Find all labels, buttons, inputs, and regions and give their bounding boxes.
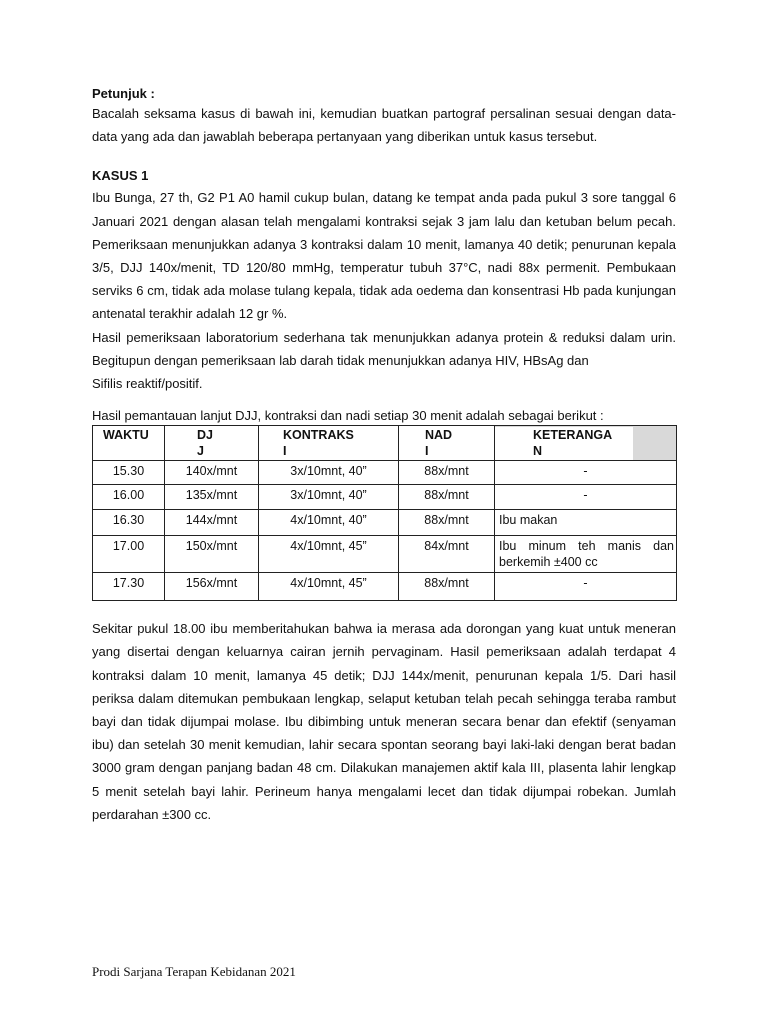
document-page [92,85,676,826]
petunjuk-heading: Petunjuk : [92,86,155,101]
cell-kontraksi: 4x/10mnt, 45” [290,576,367,591]
page-footer: Prodi Sarjana Terapan Kebidanan 2021 [92,964,296,979]
cell-waktu: 16.30 [112,513,145,528]
header-djj: DJ J [165,426,259,461]
table-intro: Hasil pemantauan lanjut DJJ, kontraksi dan nadi setiap 30 menit adalah sebagai berikut : [92,408,604,424]
cell-nadi: 88x/mnt [424,464,469,479]
kasus-paragraph-3: Sekitar pukul 18.00 ibu memberitahukan bahwa ia merasa ada dorongan yang kuat untuk meneran yang disertai dengan keluarnya cairan jernih pervaginam. Hasil pemeriksaan adalah terdapat 4 kontraksi dalam 10 menit, lamanya 45 detik; DJJ 144x/menit, penurunan kepala 1/5. Dari hasil periksa dalam ditemukan pembukaan lengkap, selaput ketuban telah pecah sehingga teraba rambut bayi dan tidak dijumpai molase. Ibu dibimbing untuk meneran secara benar dan efektif (senyaman ibu) dan setelah 30 menit kemudian, lahir secara spontan seorang bayi laki-laki dengan berat badan 3000 gram dengan panjang badan 48 cm. Dilakukan manajemen aktif kala III, plasenta lahir lengkap 5 menit setelah bayi lahir. Perineum hanya mengalami lecet dan tidak dijumpai robekan. Jumlah perdarahan ±300 cc. [92,621,676,822]
cell-djj: 144x/mnt [185,513,238,528]
cell-djj: 140x/mnt [185,464,238,479]
header-kontraksi: KONTRAKS I [259,426,399,461]
table-row [93,485,677,510]
cell-waktu: 17.30 [112,576,145,591]
cell-waktu: 15.30 [112,464,145,479]
cell-nadi: 88x/mnt [424,513,469,528]
monitoring-table [92,425,677,601]
kasus-paragraph-1: Ibu Bunga, 27 th, G2 P1 A0 hamil cukup bulan, datang ke tempat anda pada pukul 3 sore tanggal 6 Januari 2021 dengan alasan telah mengalami kontraksi sejak 3 jam lalu dan ketuban belum pecah. Pemeriksaan menunjukkan adanya 3 kontraksi dalam 10 menit, lamanya 40 detik; penurunan kepala 3/5, DJJ 140x/menit, TD 120/80 mmHg, temperatur tubuh 37°C, nadi 88x permenit. Pembukaan serviks 6 cm, tidak ada molase tulang kepala, tidak ada oedema dan konsentrasi Hb pada kunjungan antenatal terakhir adalah 12 gr %. [92,190,676,322]
header-keterangan: KETERANGA N [495,426,677,461]
table-row [93,510,677,536]
cell-kontraksi: 4x/10mnt, 40” [290,513,367,528]
cell-kontraksi: 4x/10mnt, 45” [290,539,367,554]
kasus-paragraph-2-cont: Sifilis reaktif/positif. [92,376,203,392]
cell-djj: 156x/mnt [185,576,238,591]
table-row [93,536,677,573]
petunjuk-text: Bacalah seksama kasus di bawah ini, kemudian buatkan partograf persalinan sesuai dengan data-data yang ada dan jawablah beberapa pertanyaan yang diberikan untuk kasus tersebut. [92,106,676,145]
cell-kontraksi: 3x/10mnt, 40” [290,488,367,503]
table-header-row [93,426,677,461]
cell-keterangan: Ibu makan [499,513,558,528]
cell-waktu: 16.00 [112,488,145,503]
cell-keterangan: - [583,464,588,479]
cell-kontraksi: 3x/10mnt, 40” [290,464,367,479]
cell-waktu: 17.00 [112,539,145,554]
kasus-paragraph-2: Hasil pemeriksaan laboratorium sederhana tak menunjukkan adanya protein & reduksi dalam urin. Begitupun dengan pemeriksaan lab darah tidak menunjukkan adanya HIV, HBsAg dan [92,329,676,368]
table-row [93,573,677,601]
cell-keterangan: Ibu minum teh manis dan berkemih ±400 cc [499,539,674,570]
cell-nadi: 84x/mnt [424,539,469,554]
cell-djj: 135x/mnt [185,488,238,503]
cell-keterangan: - [583,576,588,591]
kasus-heading: KASUS 1 [92,168,149,184]
table-row [93,461,677,485]
header-waktu: WAKTU [93,426,165,461]
cell-nadi: 88x/mnt [424,576,469,591]
cell-djj: 150x/mnt [185,539,238,554]
header-nadi: NAD I [399,426,495,461]
cell-nadi: 88x/mnt [424,488,469,503]
cell-keterangan: - [583,488,588,503]
